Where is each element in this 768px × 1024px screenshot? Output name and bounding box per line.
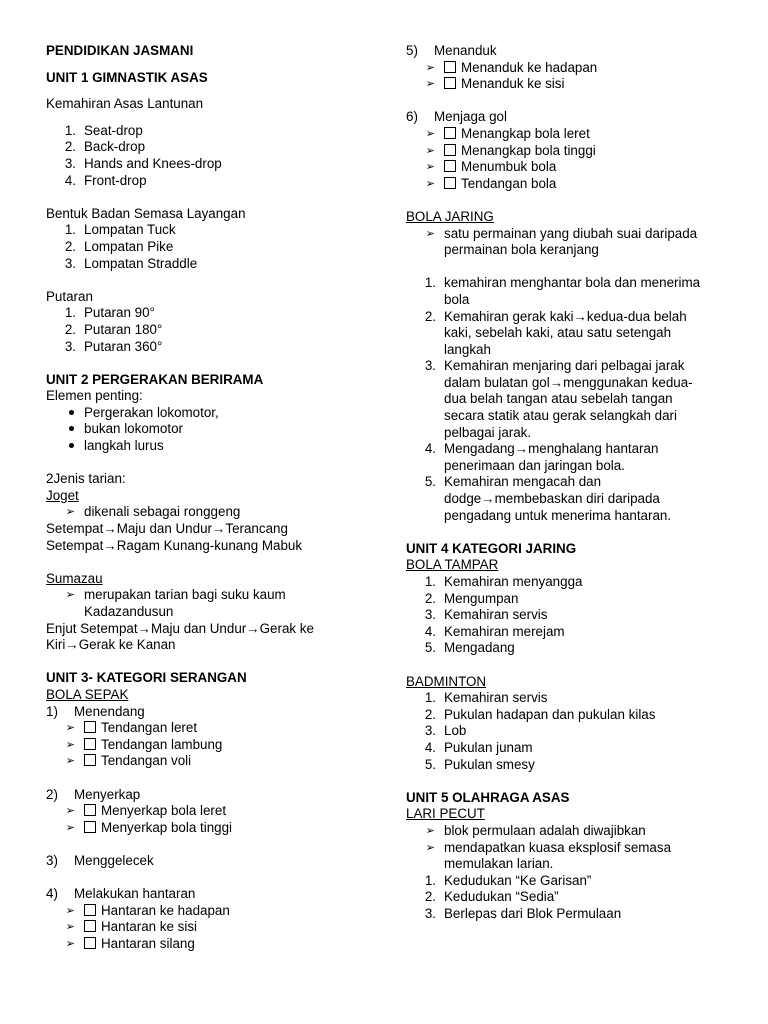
right-column — [406, 43, 736, 922]
list-item: ➢ Tendangan lambung — [46, 737, 376, 754]
list-item: ➢ Menangkap bola tinggi — [406, 143, 736, 160]
list-item: ➢ Menyerkap bola leret — [46, 803, 376, 820]
bola-jaring-title: BOLA JARING — [406, 208, 494, 224]
list-item: 1. Putaran 90° — [64, 305, 155, 321]
list-item: 1. Seat-drop — [64, 122, 143, 138]
list-item: bukan lokomotor — [46, 421, 376, 438]
checkbox-icon — [444, 160, 456, 172]
list-item: 2. Back-drop — [64, 139, 146, 155]
list-item: 1. Kemahiran menyangga — [424, 574, 583, 589]
arrow-bullet-icon: ➢ — [65, 921, 75, 934]
joget-title: Joget — [46, 487, 79, 503]
badminton-list — [406, 690, 736, 773]
sumazau-line-2: Kiri→Gerak ke Kanan — [46, 637, 176, 653]
joget-line-2: Setempat→Ragam Kunang-kunang Mabuk — [46, 537, 303, 553]
checkbox-icon — [84, 754, 96, 766]
list-item: 2. Kemahiran gerak kaki→kedua-dua belah kaki, sebelah kaki, atau satu setengah langkah — [424, 308, 687, 357]
checkbox-icon — [444, 177, 456, 189]
arrow-bullet-icon: ➢ — [65, 738, 75, 751]
lari-pecut-title: LARI PECUT — [406, 806, 485, 822]
list-item: ➢ mendapatkan kuasa eksplosif semasa memulakan larian. — [406, 840, 736, 873]
list-item: 4. Pukulan junam — [424, 739, 533, 755]
list-item: 4. Mengadang→menghalang hantaran penerimaan dan jaringan bola. — [424, 441, 659, 473]
unit1-sec3-title: Putaran — [46, 288, 93, 304]
bola-sepak-title: BOLA SEPAK — [46, 686, 129, 702]
unit2-elemen-list — [46, 405, 376, 455]
list-item: 2. Kedudukan “Sedia” — [424, 889, 559, 905]
lari-pecut-list — [406, 873, 736, 923]
list-item: ➢ Menanduk ke sisi — [406, 76, 736, 93]
list-item: ➢ blok permulaan adalah diwajibkan — [406, 823, 736, 840]
arrow-bullet-icon: ➢ — [425, 78, 435, 91]
skill-heading: 3) Menggelecek — [46, 852, 154, 868]
list-item: ➢ merupakan tarian bagi suku kaum Kadazandusun — [46, 587, 376, 620]
list-item: 1. kemahiran menghantar bola dan menerima bola — [424, 275, 701, 307]
list-item: 1. Lompatan Tuck — [64, 222, 176, 238]
checkbox-icon — [84, 738, 96, 750]
arrow-bullet-icon: ➢ — [65, 821, 75, 834]
arrow-bullet-icon: ➢ — [425, 177, 435, 190]
bullet-icon — [69, 410, 74, 415]
skill-heading: 2) Menyerkap — [46, 786, 141, 802]
list-item: ➢ Tendangan leret — [46, 720, 376, 737]
checkbox-icon — [444, 77, 456, 89]
bola-jaring-list — [406, 275, 736, 524]
list-item: 2. Pukulan hadapan dan pukulan kilas — [424, 706, 656, 722]
list-item: ➢ Tendangan bola — [406, 176, 736, 193]
checkbox-icon — [84, 804, 96, 816]
list-item: ➢ Hantaran ke hadapan — [46, 903, 376, 920]
list-item: ➢ Menanduk ke hadapan — [406, 60, 736, 77]
unit3-heading: UNIT 3- KATEGORI SERANGAN — [46, 670, 247, 686]
list-item: 3. Kemahiran menjaring dari pelbagai jarak dalam bulatan gol→menggunakan kedua-dua belah tangan atau sebelah tangan secara statik atau gerak selangkah dari pelbagai jarak. — [424, 358, 693, 440]
arrow-bullet-icon: ➢ — [65, 805, 75, 818]
list-item: 3. Putaran 360° — [64, 338, 163, 354]
list-item: 5. Pukulan smesy — [424, 756, 535, 772]
checkbox-icon — [444, 61, 456, 73]
bullet-icon — [69, 426, 74, 431]
unit4-heading: UNIT 4 KATEGORI JARING — [406, 540, 577, 556]
list-item: ➢ Hantaran ke sisi — [46, 919, 376, 936]
checkbox-icon — [84, 821, 96, 833]
checkbox-icon — [84, 721, 96, 733]
arrow-bullet-icon: ➢ — [425, 227, 435, 240]
list-item: 3. Lob — [424, 723, 467, 739]
checkbox-icon — [84, 920, 96, 932]
unit1-sec2-title: Bentuk Badan Semasa Layangan — [46, 205, 246, 221]
unit5-heading: UNIT 5 OLAHRAGA ASAS — [406, 789, 570, 805]
checkbox-icon — [84, 937, 96, 949]
bullet-icon — [69, 443, 74, 448]
list-item: 3. Lompatan Straddle — [64, 255, 198, 271]
list-item: ➢ Menangkap bola leret — [406, 126, 736, 143]
arrow-bullet-icon: ➢ — [425, 127, 435, 140]
list-item: 4. Front-drop — [64, 172, 147, 188]
list-item: 3. Kemahiran servis — [424, 607, 548, 623]
list-item: 1. Kemahiran servis — [424, 690, 548, 706]
bola-tampar-list — [406, 574, 736, 657]
arrow-bullet-icon: ➢ — [425, 841, 435, 854]
sumazau-line-1: Enjut Setempat→Maju dan Undur→Gerak ke — [46, 620, 314, 636]
skill-heading: 6) Menjaga gol — [406, 109, 507, 125]
left-column — [46, 43, 376, 952]
arrow-bullet-icon: ➢ — [425, 61, 435, 74]
list-item: 3. Berlepas dari Blok Permulaan — [424, 905, 622, 921]
list-item: 2. Putaran 180° — [64, 321, 163, 337]
arrow-bullet-icon: ➢ — [425, 824, 435, 837]
joget-line-1: Setempat→Maju dan Undur→Terancang — [46, 521, 288, 537]
list-item: 3. Hands and Knees-drop — [64, 155, 222, 171]
unit1-heading: UNIT 1 GIMNASTIK ASAS — [46, 69, 208, 85]
arrow-bullet-icon: ➢ — [65, 755, 75, 768]
checkbox-icon — [444, 127, 456, 139]
arrow-bullet-icon: ➢ — [65, 904, 75, 917]
document-title: PENDIDIKAN JASMANI — [46, 43, 194, 58]
list-item: langkah lurus — [46, 438, 376, 455]
list-item: ➢ Menyerkap bola tinggi — [46, 820, 376, 837]
checkbox-icon — [444, 144, 456, 156]
list-item: 5. Mengadang — [424, 640, 515, 656]
unit2-heading: UNIT 2 PERGERAKAN BERIRAMA — [46, 371, 264, 387]
list-item: ➢ satu permainan yang diubah suai daripada permainan bola keranjang — [406, 226, 736, 259]
unit1-sec1-title: Kemahiran Asas Lantunan — [46, 96, 204, 112]
list-item: 2. Lompatan Pike — [64, 238, 174, 254]
list-item: 2. Mengumpan — [424, 590, 519, 606]
list-item: ➢ dikenali sebagai ronggeng — [46, 504, 376, 521]
unit1-sec2-list — [46, 222, 376, 272]
list-item: 1. Kedudukan “Ke Garisan” — [424, 872, 592, 888]
list-item: 5. Kemahiran mengacah dan dodge→membebaskan diri daripada pengadang untuk menerima hantaran. — [424, 474, 672, 523]
bola-tampar-title: BOLA TAMPAR — [406, 557, 499, 573]
unit2-elemen-title: Elemen penting: — [46, 388, 143, 404]
list-item: 4. Kemahiran merejam — [424, 623, 565, 639]
unit1-sec3-list — [46, 305, 376, 355]
arrow-bullet-icon: ➢ — [425, 161, 435, 174]
arrow-bullet-icon: ➢ — [65, 722, 75, 735]
list-item: ➢ Tendangan voli — [46, 753, 376, 770]
list-item: ➢ Menumbuk bola — [406, 159, 736, 176]
arrow-bullet-icon: ➢ — [65, 589, 75, 602]
arrow-bullet-icon: ➢ — [425, 144, 435, 157]
checkbox-icon — [84, 904, 96, 916]
list-item: ➢ Hantaran silang — [46, 936, 376, 953]
arrow-bullet-icon: ➢ — [65, 937, 75, 950]
arrow-bullet-icon: ➢ — [65, 506, 75, 519]
sumazau-title: Sumazau — [46, 570, 103, 586]
badminton-title: BADMINTON — [406, 673, 487, 689]
unit2-jenis-title: 2Jenis tarian: — [46, 471, 126, 487]
unit1-sec1-list — [46, 123, 376, 189]
skill-heading: 5) Menanduk — [406, 43, 497, 58]
list-item: Pergerakan lokomotor, — [46, 405, 376, 422]
skill-heading: 4) Melakukan hantaran — [46, 886, 196, 902]
skill-heading: 1) Menendang — [46, 703, 145, 719]
